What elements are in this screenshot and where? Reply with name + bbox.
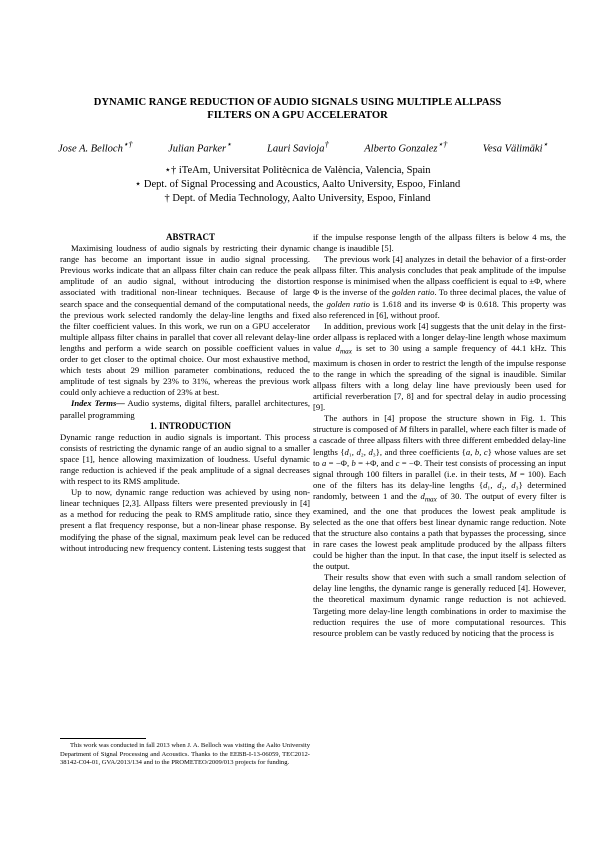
body-paragraph: if the impulse response length of the allpass filters is below 4 ms, the change is inaudible [5].	[313, 232, 566, 254]
abstract-text: Maximising loudness of audio signals by restricting their dynamic range has become an important issue in audio signal processing. Previous works indicate that an allpass filter chain can reduce the peak amplitude of an audio signal, without introducing the distortion associated with traditional non-linear techniques. Because of large search space and the consequential demand of the computational needs, the previous work selected randomly the delay-line lengths and fixed the filter coefficient values. In this work, we run on a GPU accelerator multiple allpass filter chains in parallel that cover all relevant delay-line lengths and perform a wide search on possible coefficient values in order to get closer to the optimal choice. Our most exhaustive method, which tests about 29 million parameter combinations, reduced the amplitude of test signals by 23% to 31%, whereas the previous work could only achieve a reduction of 23% at best.	[60, 243, 310, 398]
intro-heading: 1. INTRODUCTION	[149, 420, 231, 431]
intro-paragraph: Dynamic range reduction in audio signals is important. This process consists of restricting the dynamic range of an audio signal to a smaller space [1], hence allowing maximization of loudness. Useful dynamic range reduction is achieved if the peak amplitude of a signal decreases with respect to its RMS amplitude.	[60, 431, 310, 487]
body-paragraph: The authors in [4] propose the structure shown in Fig. 1. This structure is composed of M filters in parallel, where each filter is made of a cascade of three allpass filters with three different embedded delay-line lengths {d₁, d₂, d₃}, and three coefficients {a, b, c} whose values are set to a = −Φ, b = +Φ, and c = −Φ. Their test consists of processing an input signal through 100 filters in parallel (i.e. in their tests, M = 100). Each one of the filters has its delay-line lengths {d₁, d₂, d₃} determined randomly, between 1 and the $d_{max}$ of 30. The output of every filter is examined, and the one that produces the lowest peak amplitude is selected as the one that offers best linear dynamic range reduction. Note that the structure also contains a path that bypasses the processing, since in rare cases the lowest peak amplitude produced by the allpass filters could be higher than the input. In that case, the input itself is selected as the output.	[313, 413, 567, 572]
index-terms: Index Terms— Audio systems, digital filters, parallel architectures, parallel programming	[60, 398, 310, 420]
footnote: This work was conducted in fall 2013 when J. A. Belloch was visiting the Aalto University Department of Signal Processing and Acoustics. Thanks to the EEBB-I-13-06059, TEC2012-38142-C04-01, GVA/2013/134 and to the PROMETEO/2009/013 projects for funding.	[60, 742, 310, 767]
body-paragraph: The previous work [4] analyzes in detail the behavior of a first-order allpass filter. This analysis concludes that peak amplitude of the impulse response is minimised when the allpass coefficient is equal to ±Φ, where Φ is the inverse of the golden ratio. To three decimal places, the value of the golden ratio is 1.618 and its inverse Φ is 0.618. This property was also referenced in [6], without proof.	[313, 254, 566, 320]
author: Julian Parker⋆	[168, 139, 232, 155]
affiliations	[60, 164, 535, 206]
affiliation: ⋆† iTeAm, Universitat Politècnica de València, Valencia, Spain	[164, 165, 431, 176]
author: Vesa Välimäki⋆	[482, 139, 548, 155]
title-line: DYNAMIC RANGE REDUCTION OF AUDIO SIGNALS USING MULTIPLE ALLPASS	[93, 97, 502, 108]
body-paragraph: Their results show that even with such a small random selection of delay line lengths, the dynamic range is generally reduced [4]. However, the theoretical maximum dynamic range reduction is not achieved. Targeting more delay-line length combinations in order to maximise the reduction requires the use of more computational resources. This resource problem can be vastly reduced by noticing that the process is	[313, 572, 566, 638]
author: Lauri Savioja†	[267, 139, 329, 155]
right-column	[313, 232, 566, 639]
title-line: FILTERS ON A GPU ACCELERATOR	[207, 110, 388, 121]
left-column	[60, 232, 310, 554]
author: Alberto Gonzalez⋆†	[364, 139, 448, 155]
footnote-rule	[60, 738, 146, 739]
paper-title	[60, 96, 535, 122]
author-list	[58, 139, 548, 155]
intro-paragraph: Up to now, dynamic range reduction was achieved by using non-linear techniques [2,3]. Allpass filters were presented previously in [4] as a method for reducing the peak to RMS amplitude ratio, since they present a flat frequency response, but a non-linear phase response. By modifying the phase of the signal, maximum peak level can be reduced without introducing new frequency content. Listening tests suggest that	[60, 487, 310, 553]
author: Jose A. Belloch⋆†	[58, 139, 133, 155]
affiliation: ⋆ Dept. of Signal Processing and Acoustics, Aalto University, Espoo, Finland	[134, 179, 461, 190]
affiliation: † Dept. of Media Technology, Aalto University, Espoo, Finland	[164, 193, 431, 204]
abstract-heading: ABSTRACT	[165, 232, 215, 242]
body-paragraph: In addition, previous work [4] suggests that the unit delay in the first-order allpass is replaced with a longer delay-line length whose maximum value $d_{max}$ is set to 30 using a sample frequency of 44.1 kHz. This maximum is chosen in order to restrict the length of the impulse response to the range in which the spreading of the signal is inaudible. Similar allpass filters with a long delay line have previously been used for artificial reverberation [7, 8] and for spectral delay in audio processing [9].	[313, 320, 566, 413]
